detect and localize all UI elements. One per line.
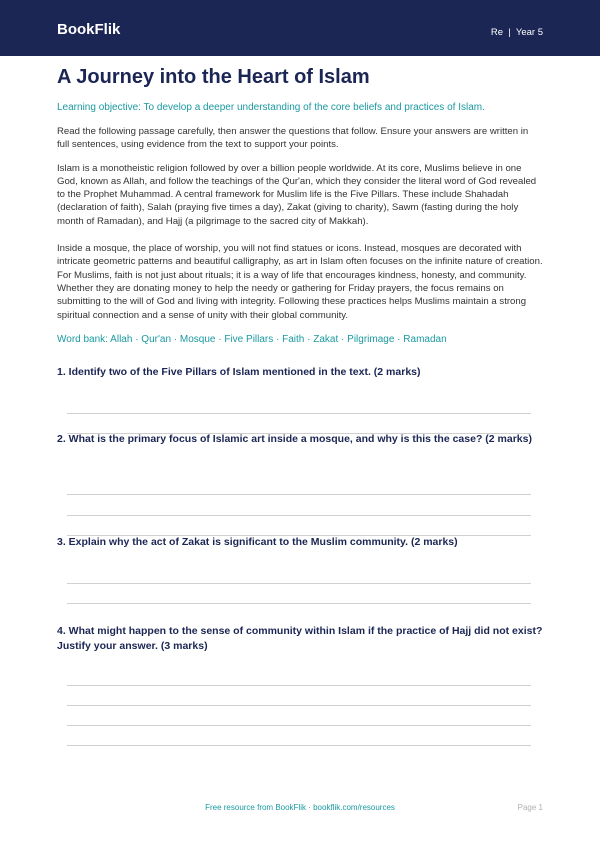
answer-line[interactable] <box>67 413 531 414</box>
worksheet-intro <box>57 64 543 347</box>
question-3 <box>57 535 543 550</box>
question-4 <box>57 624 543 653</box>
answer-line[interactable] <box>67 515 531 516</box>
answer-line[interactable] <box>67 494 531 495</box>
page-header <box>0 0 600 56</box>
passage-paragraph: Islam is a monotheistic religion followed by over a billion people worldwide. At its core, Muslims believe in one God, known as Allah, and follow the teachings of the Qur'an, which they consider the literal word of God revealed to the Prophet Muhammad. A central framework for Muslim life is the Five Pillars. These include Shahadah (declaration of faith), Salah (praying five times a day), Zakat (giving to charity), Sawm (fasting during the holy month of Ramadan), and Hajj (a pilgrimage to the sacred city of Makkah). <box>57 162 537 227</box>
answer-line[interactable] <box>67 583 531 584</box>
subject-year-label: Re | Year 5 <box>490 27 543 38</box>
learning-objective: Learning objective: To develop a deeper understanding of the core beliefs and practices of Islam. <box>57 102 485 113</box>
question-1 <box>57 365 543 380</box>
instructions-text: Read the following passage carefully, then answer the questions that follow. Ensure your answers are written in full sentences, using evidence from the text to support your points. <box>57 126 529 151</box>
answer-line[interactable] <box>67 685 531 686</box>
question-text: 3. Explain why the act of Zakat is significant to the Muslim community. (2 marks) <box>57 536 458 548</box>
answer-line[interactable] <box>67 745 531 746</box>
answer-line[interactable] <box>67 705 531 706</box>
answer-line[interactable] <box>67 603 531 604</box>
question-text: 1. Identify two of the Five Pillars of Islam mentioned in the text. (2 marks) <box>57 366 421 378</box>
question-2 <box>57 432 543 447</box>
page-number: Page 1 <box>517 803 543 812</box>
footer-source: Free resource from BookFlik · bookflik.com/resources <box>205 803 395 812</box>
answer-line[interactable] <box>67 725 531 726</box>
passage-paragraph: Inside a mosque, the place of worship, you will not find statues or icons. Instead, mosques are decorated with intricate geometric patterns and beautiful calligraphy, as art in Islam often focuses on the infinite nature of creation. For Muslims, faith is not just about rituals; it is a way of life that encourages kindness, honesty, and community. Whether they are donating money to help the needy or gathering for Friday prayers, the focus remains on submitting to the will of God and living with integrity. Following these practices helps Muslims maintain a strong spiritual connection and a sense of unity with their global community. <box>57 243 543 321</box>
word-bank: Word bank: Allah · Qur'an · Mosque · Five Pillars · Faith · Zakat · Pilgrimage · Ramadan <box>57 333 447 345</box>
question-text: 4. What might happen to the sense of community within Islam if the practice of Hajj did not exist? Justify your answer. (3 marks) <box>57 625 543 652</box>
brand-logo-text: BookFlik <box>57 21 121 38</box>
page-title: A Journey into the Heart of Islam <box>57 66 370 88</box>
question-text: 2. What is the primary focus of Islamic art inside a mosque, and why is this the case? (2 marks) <box>57 433 532 445</box>
